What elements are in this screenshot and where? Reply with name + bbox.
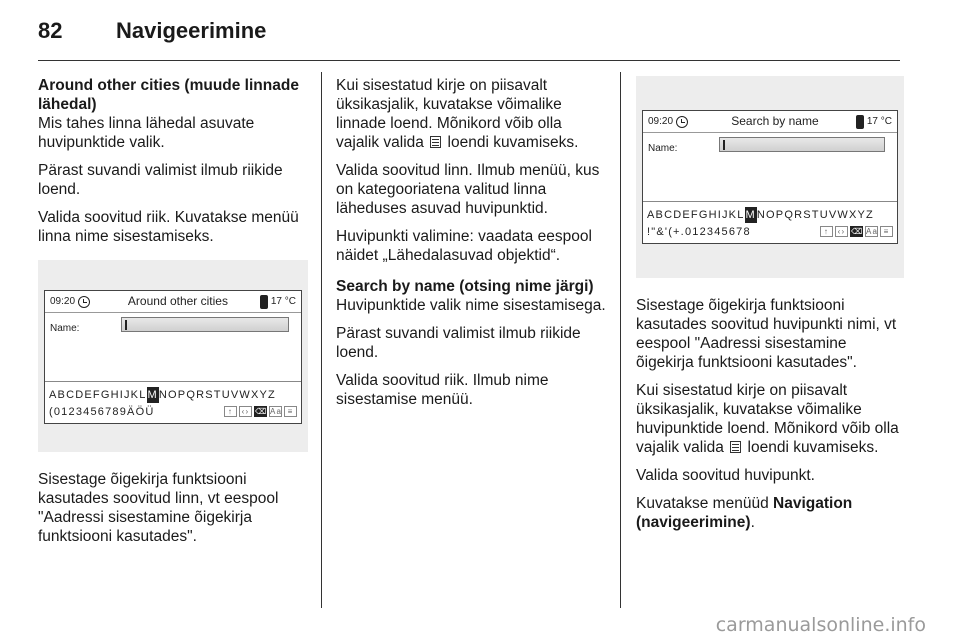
text: Kuvatakse menüüd bbox=[636, 495, 769, 512]
section-heading-around-other-cities: Around other cities (muude linnade lähedal) bbox=[38, 77, 299, 113]
paragraph bbox=[336, 76, 608, 152]
text: . bbox=[750, 514, 755, 531]
letter-keys: NOPQRSTUVWXYZ bbox=[158, 388, 276, 401]
paragraph: Valida soovitud riik. Kuvatakse menüü linna nime sisestamiseks. bbox=[38, 209, 299, 245]
infotainment-screen bbox=[642, 110, 898, 244]
delete-icon: ⌫ bbox=[255, 407, 268, 416]
key-row-letters bbox=[49, 386, 297, 403]
section-heading-search-by-name: Search by name (otsing nime järgi) bbox=[336, 278, 594, 295]
paragraph: Pärast suvandi valimist ilmub riikide loend. bbox=[38, 162, 283, 198]
column-divider-1 bbox=[321, 72, 322, 608]
cursor-move-icon: ‹› bbox=[239, 406, 252, 417]
column-3 bbox=[636, 76, 904, 541]
clock-icon bbox=[676, 116, 688, 128]
selected-key: M bbox=[745, 208, 756, 221]
paragraph: Huvipunktide valik nime sisestamisega. bbox=[336, 297, 606, 314]
shift-icon: ↑ bbox=[820, 226, 833, 237]
clock-icon bbox=[78, 296, 90, 308]
screen-time: 09:20 bbox=[50, 296, 76, 307]
column-divider-2 bbox=[620, 72, 621, 608]
paragraph: Sisestage õigekirja funktsiooni kasutades soovitud huvipunkti nimi, vt eespool "Aadressi sisestamine õigekirja funktsiooni kasutades". bbox=[636, 297, 897, 371]
screen-temperature: 17 °C bbox=[270, 296, 296, 307]
screen-status-bar bbox=[643, 111, 897, 133]
symbol-keys: !"&'(+.012345678 bbox=[647, 225, 751, 238]
screen-figure-around-other-cities bbox=[38, 260, 308, 452]
keyboard-tools bbox=[820, 226, 893, 237]
screen-body bbox=[45, 313, 301, 381]
text: loendi kuvamiseks. bbox=[747, 439, 879, 456]
text: Kui sisestatud kirje on piisavalt üksikasjalik, kuvatakse võimalike huvipunktide loend. Mõnikord võib olla vajalik valida bbox=[636, 382, 899, 456]
key-row-symbols bbox=[647, 223, 893, 240]
watermark: carmanualsonline.info bbox=[715, 614, 926, 636]
key-row-letters bbox=[647, 206, 893, 223]
keyboard-tools bbox=[224, 406, 297, 417]
paragraph bbox=[636, 381, 904, 457]
menu-list-icon bbox=[430, 136, 441, 148]
screen-figure-search-by-name bbox=[636, 76, 904, 278]
header-rule bbox=[38, 60, 900, 61]
key-row-symbols bbox=[49, 403, 297, 420]
paragraph: Huvipunkti valimine: vaadata eespool näidet „Lähedalasuvad objektid“. bbox=[336, 228, 592, 264]
case-toggle-icon: Aa bbox=[866, 227, 879, 236]
thermometer-icon bbox=[260, 295, 268, 309]
text: loendi kuvamiseks. bbox=[447, 134, 579, 151]
screen-time: 09:20 bbox=[648, 116, 674, 127]
paragraph bbox=[636, 494, 904, 532]
shift-icon: ↑ bbox=[224, 406, 237, 417]
paragraph: Mis tahes linna lähedal asuvate huvipunktide valik. bbox=[38, 115, 255, 151]
column-1 bbox=[38, 76, 308, 555]
page-title: Navigeerimine bbox=[116, 18, 267, 43]
page-number: 82 bbox=[38, 18, 63, 43]
column-2 bbox=[336, 76, 608, 418]
screen-title: Around other cities bbox=[127, 294, 228, 308]
name-label: Name: bbox=[648, 143, 678, 154]
infotainment-screen bbox=[44, 290, 302, 424]
symbol-keys: (0123456789ÄÖÜ bbox=[49, 405, 155, 418]
paragraph: Valida soovitud linn. Ilmub menüü, kus on kategooriatena valitud linna läheduses asuvad huvipunktid. bbox=[336, 162, 600, 217]
screen-body bbox=[643, 133, 897, 201]
letter-keys: ABCDEFGHIJKL bbox=[49, 388, 147, 401]
menu-name: Navigation (navigeerimine) bbox=[636, 495, 853, 531]
selected-key: M bbox=[147, 388, 158, 401]
list-icon: ≡ bbox=[284, 406, 297, 417]
text: Kui sisestatud kirje on piisavalt üksikasjalik, kuvatakse võimalike linnade loend. Mõnikord võib olla vajalik valida bbox=[336, 77, 562, 151]
speller-keyboard bbox=[45, 381, 301, 423]
page-header bbox=[38, 18, 266, 54]
screen-title: Search by name bbox=[731, 114, 819, 128]
case-toggle-icon: Aa bbox=[270, 407, 283, 416]
menu-list-icon bbox=[730, 441, 741, 453]
name-label: Name: bbox=[50, 323, 80, 334]
name-input bbox=[121, 317, 289, 332]
cursor-move-icon: ‹› bbox=[835, 226, 848, 237]
screen-status-bar bbox=[45, 291, 301, 313]
text-cursor bbox=[723, 140, 725, 150]
paragraph: Valida soovitud riik. Ilmub nime sisestamise menüü. bbox=[336, 372, 549, 408]
paragraph: Pärast suvandi valimist ilmub riikide loend. bbox=[336, 325, 581, 361]
thermometer-icon bbox=[856, 115, 864, 129]
list-icon: ≡ bbox=[880, 226, 893, 237]
name-input bbox=[719, 137, 885, 152]
letter-keys: ABCDEFGHIJKL bbox=[647, 208, 745, 221]
letter-keys: NOPQRSTUVWXYZ bbox=[756, 208, 874, 221]
paragraph: Sisestage õigekirja funktsiooni kasutades soovitud linn, vt eespool "Aadressi sisestamine õigekirja funktsiooni kasutades". bbox=[38, 471, 279, 545]
text-cursor bbox=[125, 320, 127, 330]
delete-icon: ⌫ bbox=[851, 227, 864, 236]
screen-temperature: 17 °C bbox=[866, 116, 892, 127]
paragraph: Valida soovitud huvipunkt. bbox=[636, 467, 815, 484]
speller-keyboard bbox=[643, 201, 897, 243]
